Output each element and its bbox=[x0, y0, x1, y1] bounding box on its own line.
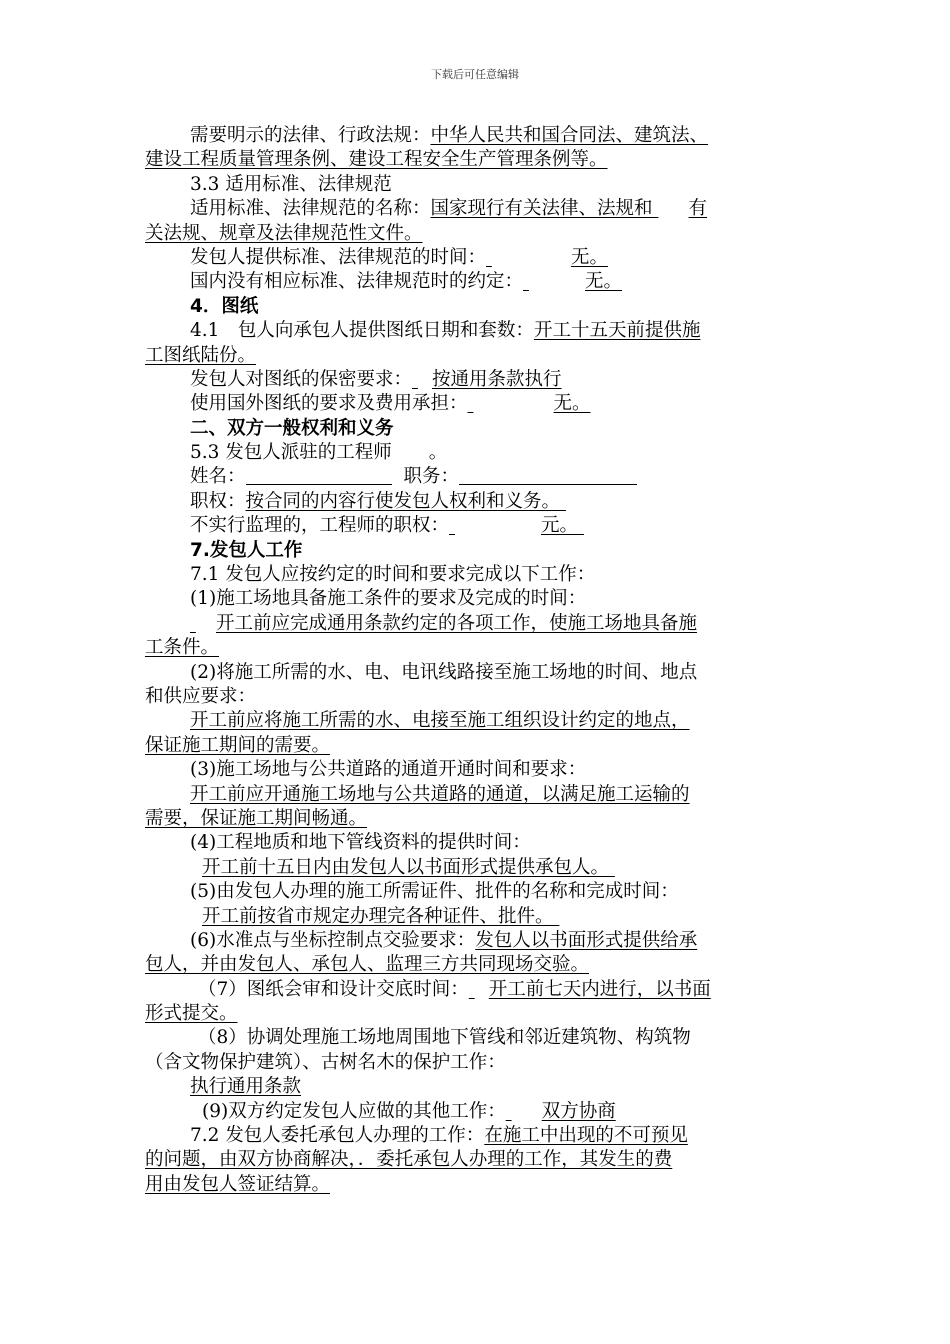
standards-name-cont: 关法规、规章及法律规范性文件。 bbox=[145, 222, 423, 244]
section-2-heading: 二、双方一般权利和义务 bbox=[190, 417, 394, 439]
section-3-3-title: 3.3 适用标准、法律规范 bbox=[190, 173, 392, 195]
item-1-value-cont: 工条件。 bbox=[145, 637, 220, 659]
engineer-authority-line: 职权：按合同的内容行使发包人权利和义务。 bbox=[190, 490, 561, 512]
item-7-value-cont: 形式提交。 bbox=[145, 1003, 238, 1025]
item-4-value: 开工前十五日内由发包人以书面形式提供承包人。 bbox=[202, 856, 610, 878]
section-5-3-title: 5.3 发包人派驻的工程师 。 bbox=[190, 442, 448, 464]
page-header: 下载后可任意编辑 bbox=[431, 68, 519, 81]
laws-value: 中华人民共和国合同法、建筑法、 bbox=[430, 125, 709, 146]
section-7-2-cont-2: 用由发包人签证结算。 bbox=[145, 1173, 331, 1195]
section-7-heading: 7.发包人工作 bbox=[190, 539, 303, 561]
foreign-drawings-line: 使用国外图纸的要求及费用承担： 无。 bbox=[190, 393, 591, 415]
item-1-value: 开工前应完成通用条款约定的各项工作，使施工场地具备施 bbox=[216, 612, 698, 634]
section-4-heading: 4．图纸 bbox=[190, 295, 259, 317]
item-2-label: (2)将施工所需的水、电、电讯线路接至施工场地的时间、地点 bbox=[190, 661, 698, 683]
item-5-value: 开工前按省市规定办理完各种证件、批件。 bbox=[202, 905, 554, 927]
item-6-line: (6)水准点与坐标控制点交验要求：发包人以书面形式提供给承 bbox=[190, 929, 698, 951]
item-8-label-cont: （含文物保护建筑）、古树名木的保护工作： bbox=[145, 1051, 506, 1073]
item-6-value-cont: 包人，并由发包人、承包人、监理三方共同现场交验。 bbox=[145, 954, 590, 976]
item-3-value: 开工前应开通施工场地与公共道路的通道，以满足施工运输的 bbox=[190, 783, 690, 805]
item-2-label-cont: 和供应要求： bbox=[145, 685, 257, 707]
item-2-value-cont: 保证施工期间的需要。 bbox=[145, 734, 331, 756]
item-2-value: 开工前应将施工所需的水、电接至施工组织设计约定的地点， bbox=[190, 710, 690, 732]
engineer-name-line: 姓名： 职务： bbox=[145, 465, 807, 489]
item-9-line: (9)双方约定发包人应做的其他工作： 双方协商 bbox=[202, 1100, 616, 1122]
drawings-date-line: 4.1 包人向承包人提供图纸日期和套数：开工十五天前提供施 bbox=[190, 320, 701, 342]
section-7-1-title: 7.1 发包人应按约定的时间和要求完成以下工作： bbox=[190, 564, 596, 586]
laws-line: 需要明示的法律、行政法规：中华人民共和国合同法、建筑法、 bbox=[190, 125, 709, 146]
drawings-secrecy-line: 发包人对图纸的保密要求： 按通用条款执行 bbox=[190, 368, 562, 390]
no-standard-line: 国内没有相应标准、法律规范时的约定： 无。 bbox=[190, 271, 623, 293]
title-blank bbox=[459, 466, 637, 485]
item-1-label: (1)施工场地具备施工条件的要求及完成的时间： bbox=[190, 588, 587, 610]
drawings-date-cont: 工图纸陆份。 bbox=[145, 344, 257, 366]
item-3-label: (3)施工场地与公共道路的通道开通时间和要求： bbox=[190, 759, 587, 781]
item-8-value: 执行通用条款 bbox=[190, 1076, 302, 1098]
item-4-label: (4)工程地质和地下管线资料的提供时间： bbox=[190, 832, 531, 854]
no-supervision-line: 不实行监理的，工程师的职权： 元。 bbox=[190, 515, 579, 537]
section-7-2-line: 7.2 发包人委托承包人办理的工作：在施工中出现的不可预见 bbox=[190, 1125, 688, 1147]
standards-time-line: 发包人提供标准、法律规范的时间： 无。 bbox=[190, 246, 609, 268]
item-3-value-cont: 需要，保证施工期间畅通。 bbox=[145, 807, 368, 829]
item-5-label: (5)由发包人办理的施工所需证件、批件的名称和完成时间： bbox=[190, 881, 679, 903]
name-blank bbox=[246, 466, 392, 485]
item-7-line: （7）图纸会审和设计交底时间： 开工前七天内进行，以书面 bbox=[198, 978, 711, 1000]
laws-line-cont: 建设工程质量管理条例、建设工程安全生产管理条例等。 bbox=[145, 149, 608, 171]
contract-document bbox=[145, 124, 807, 1197]
item-8-label: （8）协调处理施工场地周围地下管线和邻近建筑物、构筑物 bbox=[198, 1027, 691, 1049]
section-7-2-cont-1: 的问题，由双方协商解决，．委托承包人办理的工作，其发生的费 bbox=[145, 1149, 673, 1171]
standards-name-line: 适用标准、法律规范的名称：国家现行有关法律、法规和 有 bbox=[190, 198, 708, 220]
